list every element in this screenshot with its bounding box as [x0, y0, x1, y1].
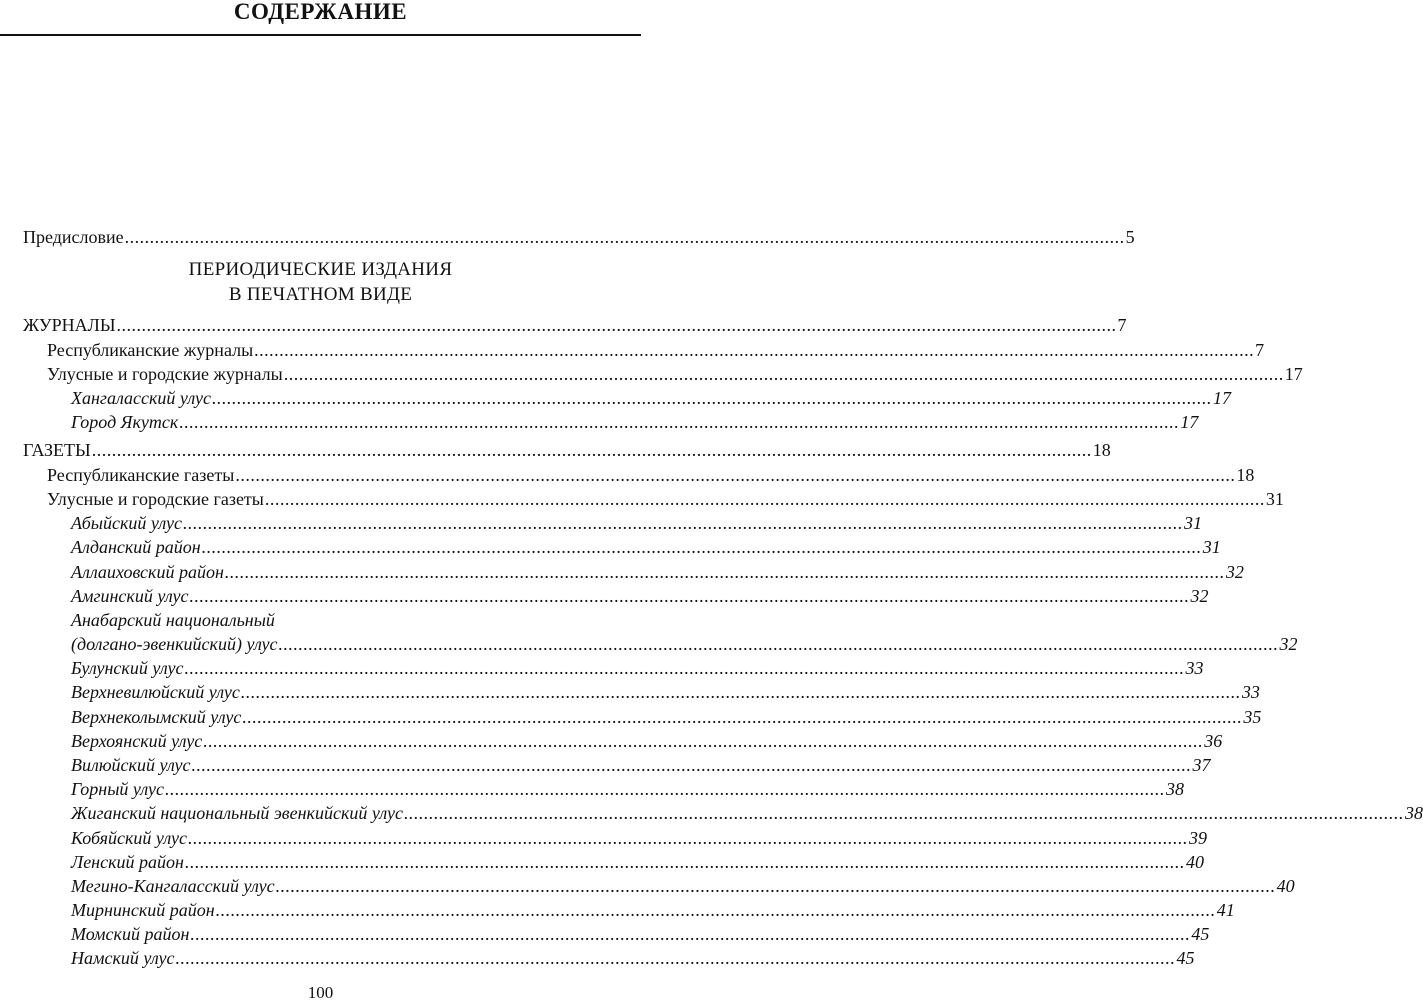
leader-dots: ........................................................................................................................................................................................................ [240, 682, 1241, 702]
toc-entry-label: Верхневилюйский улус [71, 682, 240, 702]
toc-entry-label: Жиганский национальный эвенкийский улус [71, 803, 403, 823]
toc-entry-label: ГАЗЕТЫ [23, 440, 91, 460]
toc-entry-page: 38 [1166, 779, 1185, 799]
toc-entry-label: Абыйский улус [71, 513, 182, 533]
toc-entry-journal-item[interactable] [71, 386, 1232, 410]
leader-dots: ........................................................................................................................................................................................................ [182, 513, 1183, 533]
toc-entry-page: 31 [1202, 537, 1221, 557]
toc-entry-page: 35 [1243, 707, 1262, 727]
toc-entry-label: Аллаиховский район [71, 562, 224, 582]
toc-entry-page: 7 [1117, 315, 1127, 335]
leader-dots: ........................................................................................................................................................................................................ [184, 852, 1185, 872]
toc-entry-label: ЖУРНАЛЫ [23, 315, 116, 335]
toc-entry-label: Горный улус [71, 779, 165, 799]
toc-entry-page: 32 [1279, 634, 1298, 654]
toc-entry-page: 17 [1180, 412, 1199, 432]
toc-entry-page: 33 [1185, 658, 1204, 678]
page-title: СОДЕРЖАНИЕ [233, 0, 408, 24]
toc-entry-label: Республиканские газеты [47, 465, 235, 485]
leader-dots: ........................................................................................................................................................................................................ [191, 755, 1192, 775]
toc-entry-page: 17 [1284, 364, 1303, 384]
section-heading-line1: ПЕРИОДИЧЕСКИЕ ИЗДАНИЯ [188, 259, 453, 280]
toc-entry-page: 38 [1404, 803, 1423, 823]
toc-entry-page: 41 [1216, 900, 1235, 920]
leader-dots: ........................................................................................................................................................................................................ [212, 388, 1213, 408]
toc-entry-label: Ленский район [71, 852, 184, 872]
leader-dots: ........................................................................................................................................................................................................ [278, 634, 1279, 654]
toc-entry-newspaper-item[interactable] [71, 729, 1223, 753]
toc-entry-newspaper-item[interactable] [71, 632, 1298, 656]
toc-entry-label: (долгано-эвенкийский) улус [71, 634, 278, 654]
toc-entry-newspaper-item[interactable] [71, 898, 1235, 922]
toc-entry-page: 18 [1092, 440, 1111, 460]
toc-entry-label: Кобяйский улус [71, 828, 188, 848]
toc-entry-page: 39 [1189, 828, 1208, 848]
toc-entry-newspaper-item[interactable] [71, 826, 1208, 850]
leader-dots: ........................................................................................................................................................................................................ [91, 440, 1092, 460]
toc-entry-label: Улусные и городские газеты [47, 489, 264, 509]
leader-dots: ........................................................................................................................................................................................................ [203, 731, 1204, 751]
leader-dots: ........................................................................................................................................................................................................ [184, 658, 1185, 678]
toc-entry-republican-journals[interactable] [47, 338, 1265, 362]
toc-entry-newspaper-item[interactable] [71, 680, 1260, 704]
toc-entry-page: 37 [1192, 755, 1211, 775]
toc-entry-newspaper-item[interactable] [71, 946, 1195, 970]
toc-entry-republican-newspapers[interactable] [47, 463, 1255, 487]
leader-dots: ........................................................................................................................................................................................................ [189, 586, 1190, 606]
toc-entry-page: 18 [1236, 465, 1255, 485]
toc-entry-page: 31 [1183, 513, 1202, 533]
toc-entry-page: 32 [1225, 562, 1244, 582]
toc-entry-newspaper-item[interactable] [71, 801, 1423, 825]
toc-entry-label: Намский улус [71, 948, 175, 968]
toc-entry-page: 40 [1276, 876, 1295, 896]
toc-entry-ulus-journals[interactable] [47, 362, 1303, 386]
toc-entry-label: Булунский улус [71, 658, 184, 678]
toc-entry-label: Анабарский национальный [71, 610, 275, 630]
toc-entry-newspaper-item[interactable] [71, 850, 1204, 874]
toc-entry-newspapers[interactable] [23, 438, 1111, 462]
leader-dots: ........................................................................................................................................................................................................ [179, 412, 1180, 432]
toc-entry-page: 5 [1125, 227, 1135, 247]
toc-entry-page: 7 [1255, 340, 1265, 360]
leader-dots: ........................................................................................................................................................................................................ [224, 562, 1225, 582]
toc-entry-newspaper-item[interactable] [71, 753, 1211, 777]
toc-entry-newspaper-item[interactable] [71, 777, 1185, 801]
leader-dots: ........................................................................................................................................................................................................ [124, 227, 1125, 247]
section-heading-line2: В ПЕЧАТНОМ ВИДЕ [228, 284, 413, 305]
toc-entry-label: Город Якутск [71, 412, 179, 432]
leader-dots: ........................................................................................................................................................................................................ [190, 924, 1191, 944]
toc-entry-label: Мирнинский район [71, 900, 215, 920]
toc-entry-page: 32 [1190, 586, 1209, 606]
toc-entry-page: 33 [1241, 682, 1260, 702]
toc-entry-label: Республиканские журналы [47, 340, 254, 360]
toc-entry-label: Верхоянский улус [71, 731, 203, 751]
toc-entry-label: Алданский район [71, 537, 201, 557]
toc-entry-label: Вилюйский улус [71, 755, 191, 775]
leader-dots: ........................................................................................................................................................................................................ [165, 779, 1166, 799]
toc-entry-newspaper-item[interactable] [71, 922, 1210, 946]
toc-entry-ulus-newspapers[interactable] [47, 487, 1284, 511]
toc-entry-newspaper-item[interactable] [71, 656, 1204, 680]
leader-dots: ........................................................................................................................................................................................................ [201, 537, 1202, 557]
toc-entry-page: 45 [1191, 924, 1210, 944]
toc-entry-journal-item[interactable] [71, 410, 1199, 434]
leader-dots: ........................................................................................................................................................................................................ [403, 803, 1404, 823]
toc-entry-newspaper-item[interactable] [71, 560, 1244, 584]
toc-entry-label: Момский район [71, 924, 190, 944]
toc-entry-label: Амгинский улус [71, 586, 189, 606]
toc-entry-journals[interactable] [23, 313, 1127, 337]
toc-entry-label: Мегино-Кангаласский улус [71, 876, 275, 896]
toc-entry-newspaper-item[interactable] [71, 874, 1295, 898]
toc-entry-page: 40 [1185, 852, 1204, 872]
toc-entry-newspaper-item[interactable] [71, 535, 1221, 559]
toc-entry-label: Предисловие [23, 227, 124, 247]
toc-entry-page: 31 [1265, 489, 1284, 509]
toc-entry-page: 45 [1176, 948, 1195, 968]
toc-entry-newspaper-item[interactable] [71, 584, 1209, 608]
leader-dots: ........................................................................................................................................................................................................ [215, 900, 1216, 920]
leader-dots: ........................................................................................................................................................................................................ [235, 465, 1236, 485]
leader-dots: ........................................................................................................................................................................................................ [175, 948, 1176, 968]
page-number: 100 [307, 983, 334, 1002]
toc-entry-label: Верхнеколымский улус [71, 707, 242, 727]
leader-dots: ........................................................................................................................................................................................................ [242, 707, 1243, 727]
leader-dots: ........................................................................................................................................................................................................ [275, 876, 1276, 896]
leader-dots: ........................................................................................................................................................................................................ [264, 489, 1265, 509]
toc-entry-label: Улусные и городские журналы [47, 364, 283, 384]
toc-entry-page: 36 [1204, 731, 1223, 751]
leader-dots: ........................................................................................................................................................................................................ [116, 315, 1117, 335]
page-header [0, 0, 641, 36]
toc-entry-label: Хангаласский улус [71, 388, 212, 408]
leader-dots: ........................................................................................................................................................................................................ [283, 364, 1284, 384]
toc-entry-newspaper-item-continued [71, 608, 611, 632]
toc-entry-preface[interactable] [23, 225, 1135, 249]
leader-dots: ........................................................................................................................................................................................................ [188, 828, 1189, 848]
toc-entry-newspaper-item[interactable] [71, 511, 1202, 535]
toc-entry-page: 17 [1213, 388, 1232, 408]
leader-dots: ........................................................................................................................................................................................................ [254, 340, 1255, 360]
toc-entry-newspaper-item[interactable] [71, 705, 1262, 729]
